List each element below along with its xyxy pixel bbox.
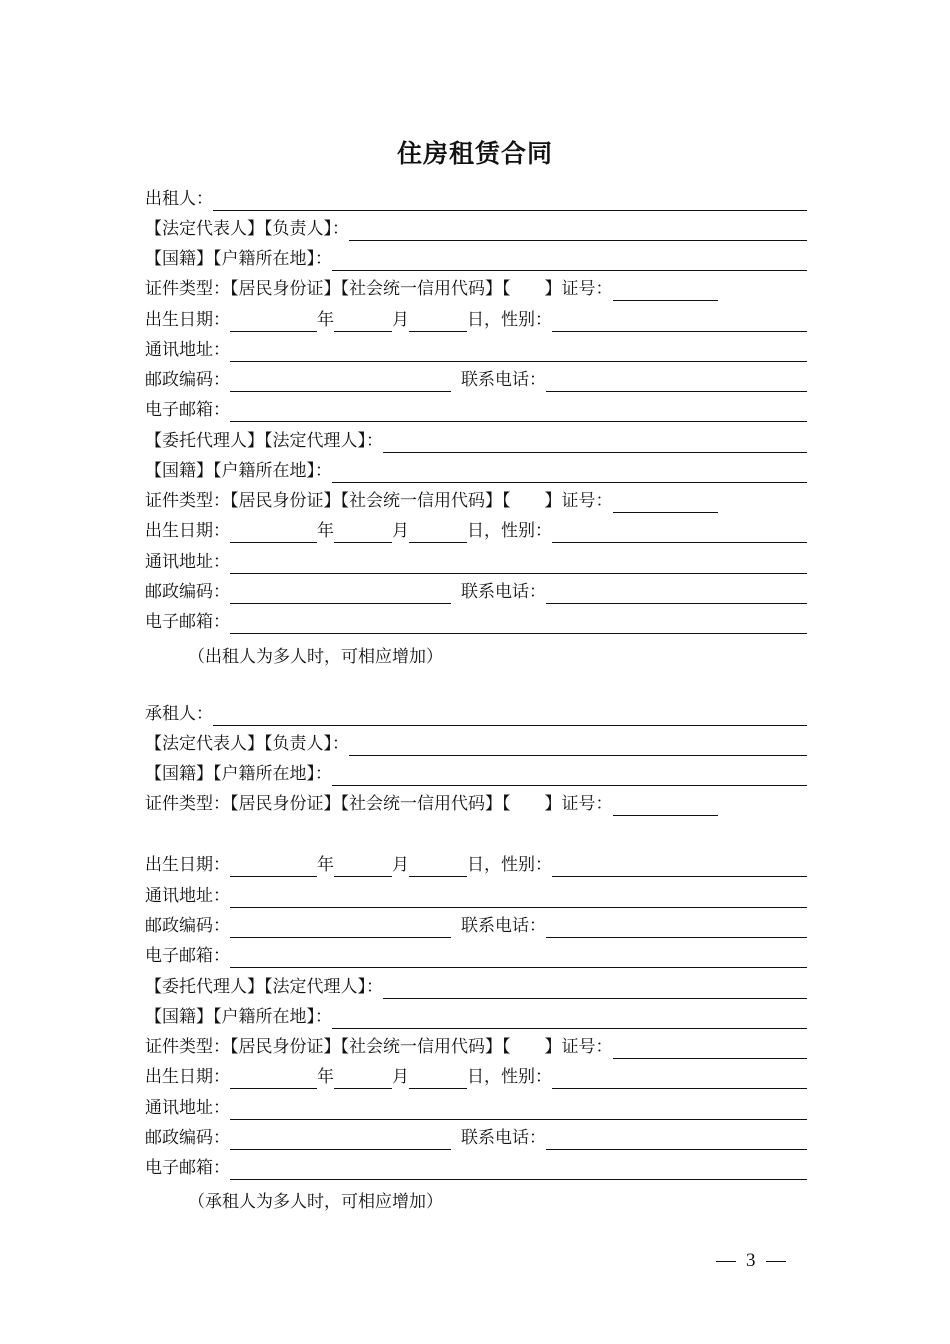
legal-rep-blank[interactable] xyxy=(349,735,807,756)
lessee-agent-email-field[interactable] xyxy=(145,1150,807,1180)
birth-month-blank[interactable] xyxy=(334,311,392,332)
gender-blank[interactable] xyxy=(552,311,807,332)
birth-day-blank[interactable] xyxy=(409,856,467,877)
lessor-agent-email-field[interactable] xyxy=(145,604,807,634)
id-number-blank[interactable] xyxy=(613,1038,808,1059)
lessor-address-field[interactable] xyxy=(145,332,807,362)
email-blank[interactable] xyxy=(230,947,807,968)
nationality-label: 【国籍】【户籍所在地】： xyxy=(145,461,332,481)
address-label: 通讯地址： xyxy=(145,552,230,572)
id-type-label: 证件类型：【居民身份证】【社会统一信用代码】【 】证号： xyxy=(145,279,613,299)
nationality-label: 【国籍】【户籍所在地】： xyxy=(145,1007,332,1027)
lessor-nationality-field[interactable] xyxy=(145,241,807,271)
postcode-blank[interactable] xyxy=(230,917,451,938)
month-label: 月 xyxy=(392,310,409,330)
birth-month-blank[interactable] xyxy=(334,522,392,543)
month-label: 月 xyxy=(392,521,409,541)
lessee-agent-postcode-phone-field[interactable] xyxy=(145,1120,807,1150)
lessor-agent-id-field[interactable] xyxy=(145,483,807,513)
day-gender-label: 日，性别： xyxy=(467,855,552,875)
gender-blank[interactable] xyxy=(552,1068,807,1089)
nationality-blank[interactable] xyxy=(332,462,807,483)
lessor-postcode-phone-field[interactable] xyxy=(145,362,807,392)
lessee-agent-address-field[interactable] xyxy=(145,1090,807,1120)
legal-rep-blank[interactable] xyxy=(349,220,807,241)
lessee-name-blank[interactable] xyxy=(213,705,807,726)
address-blank[interactable] xyxy=(230,553,807,574)
month-label: 月 xyxy=(392,855,409,875)
postcode-blank[interactable] xyxy=(230,583,451,604)
birth-day-blank[interactable] xyxy=(409,522,467,543)
lessee-agent-nationality-field[interactable] xyxy=(145,999,807,1029)
year-label: 年 xyxy=(317,855,334,875)
lessee-agent-field[interactable] xyxy=(145,969,807,999)
phone-label: 联系电话： xyxy=(461,916,546,936)
lessor-email-field[interactable] xyxy=(145,392,807,422)
lessor-birth-field[interactable] xyxy=(145,302,807,332)
email-label: 电子邮箱： xyxy=(145,612,230,632)
lessor-agent-postcode-phone-field[interactable] xyxy=(145,574,807,604)
nationality-label: 【国籍】【户籍所在地】： xyxy=(145,249,332,269)
id-number-blank[interactable] xyxy=(613,280,718,301)
address-label: 通讯地址： xyxy=(145,340,230,360)
lessee-nationality-field[interactable] xyxy=(145,756,807,786)
day-gender-label: 日，性别： xyxy=(467,521,552,541)
lessee-agent-id-field[interactable] xyxy=(145,1029,807,1059)
address-label: 通讯地址： xyxy=(145,886,230,906)
email-blank[interactable] xyxy=(230,401,807,422)
day-gender-label: 日，性别： xyxy=(467,310,552,330)
nationality-blank[interactable] xyxy=(332,1008,807,1029)
phone-blank[interactable] xyxy=(546,371,807,392)
phone-blank[interactable] xyxy=(546,583,807,604)
lessor-agent-address-field[interactable] xyxy=(145,544,807,574)
year-label: 年 xyxy=(317,1067,334,1087)
email-blank[interactable] xyxy=(230,613,807,634)
lessee-address-field[interactable] xyxy=(145,878,807,908)
postcode-label: 邮政编码： xyxy=(145,370,230,390)
lessee-email-field[interactable] xyxy=(145,938,807,968)
lessee-label: 承租人： xyxy=(145,704,213,724)
nationality-blank[interactable] xyxy=(332,250,807,271)
postcode-blank[interactable] xyxy=(230,371,451,392)
lessor-agent-nationality-field[interactable] xyxy=(145,453,807,483)
email-label: 电子邮箱： xyxy=(145,946,230,966)
birth-month-blank[interactable] xyxy=(334,856,392,877)
lessee-legal-rep-field[interactable] xyxy=(145,726,807,756)
legal-rep-label: 【法定代表人】【负责人】： xyxy=(145,219,349,239)
phone-label: 联系电话： xyxy=(461,370,546,390)
phone-label: 联系电话： xyxy=(461,1128,546,1148)
birth-year-blank[interactable] xyxy=(230,1068,317,1089)
birth-day-blank[interactable] xyxy=(409,311,467,332)
address-blank[interactable] xyxy=(230,341,807,362)
birth-label: 出生日期： xyxy=(145,1067,230,1087)
page-number: 3 xyxy=(746,1250,756,1271)
year-label: 年 xyxy=(317,521,334,541)
lessee-id-field[interactable] xyxy=(145,786,807,816)
postcode-blank[interactable] xyxy=(230,1129,451,1150)
lessor-name-blank[interactable] xyxy=(213,190,807,211)
postcode-label: 邮政编码： xyxy=(145,1128,230,1148)
postcode-label: 邮政编码： xyxy=(145,582,230,602)
birth-label: 出生日期： xyxy=(145,521,230,541)
phone-blank[interactable] xyxy=(546,917,807,938)
year-label: 年 xyxy=(317,310,334,330)
lessor-legal-rep-field[interactable] xyxy=(145,211,807,241)
birth-year-blank[interactable] xyxy=(230,522,317,543)
birth-year-blank[interactable] xyxy=(230,856,317,877)
agent-blank[interactable] xyxy=(383,432,807,453)
lessee-agent-birth-field[interactable] xyxy=(145,1059,807,1089)
nationality-blank[interactable] xyxy=(332,765,807,786)
address-label: 通讯地址： xyxy=(145,1098,230,1118)
page-number-block xyxy=(706,1250,796,1272)
id-number-blank[interactable] xyxy=(613,795,718,816)
lessor-label: 出租人： xyxy=(145,189,213,209)
gender-blank[interactable] xyxy=(552,856,807,877)
email-blank[interactable] xyxy=(230,1159,807,1180)
month-label: 月 xyxy=(392,1067,409,1087)
id-type-label: 证件类型：【居民身份证】【社会统一信用代码】【 】证号： xyxy=(145,794,613,814)
lessor-agent-field[interactable] xyxy=(145,423,807,453)
lessor-note: （出租人为多人时，可相应增加） xyxy=(188,647,443,667)
lessor-agent-birth-field[interactable] xyxy=(145,513,807,543)
phone-blank[interactable] xyxy=(546,1129,807,1150)
day-gender-label: 日，性别： xyxy=(467,1067,552,1087)
birth-label: 出生日期： xyxy=(145,310,230,330)
lessee-name-field[interactable] xyxy=(145,696,807,726)
birth-month-blank[interactable] xyxy=(334,1068,392,1089)
id-type-label: 证件类型：【居民身份证】【社会统一信用代码】【 】证号： xyxy=(145,491,613,511)
lessee-birth-field[interactable] xyxy=(145,847,807,877)
birth-day-blank[interactable] xyxy=(409,1068,467,1089)
lessee-postcode-phone-field[interactable] xyxy=(145,908,807,938)
lessee-note: （承租人为多人时，可相应增加） xyxy=(188,1192,443,1212)
agent-label: 【委托代理人】【法定代理人】： xyxy=(145,977,383,997)
birth-label: 出生日期： xyxy=(145,855,230,875)
agent-label: 【委托代理人】【法定代理人】： xyxy=(145,431,383,451)
lessor-id-field[interactable] xyxy=(145,271,807,301)
page-title: 住房租赁合同 xyxy=(396,139,553,168)
lessor-name-field[interactable] xyxy=(145,181,807,211)
phone-label: 联系电话： xyxy=(461,582,546,602)
id-number-blank[interactable] xyxy=(613,492,718,513)
legal-rep-label: 【法定代表人】【负责人】： xyxy=(145,734,349,754)
birth-year-blank[interactable] xyxy=(230,311,317,332)
postcode-label: 邮政编码： xyxy=(145,916,230,936)
email-label: 电子邮箱： xyxy=(145,1158,230,1178)
nationality-label: 【国籍】【户籍所在地】： xyxy=(145,764,332,784)
id-type-label: 证件类型：【居民身份证】【社会统一信用代码】【 】证号： xyxy=(145,1037,613,1057)
left-dash xyxy=(716,1261,736,1262)
email-label: 电子邮箱： xyxy=(145,400,230,420)
gender-blank[interactable] xyxy=(552,522,807,543)
right-dash xyxy=(766,1261,786,1262)
agent-blank[interactable] xyxy=(383,978,807,999)
address-blank[interactable] xyxy=(230,887,807,908)
address-blank[interactable] xyxy=(230,1099,807,1120)
